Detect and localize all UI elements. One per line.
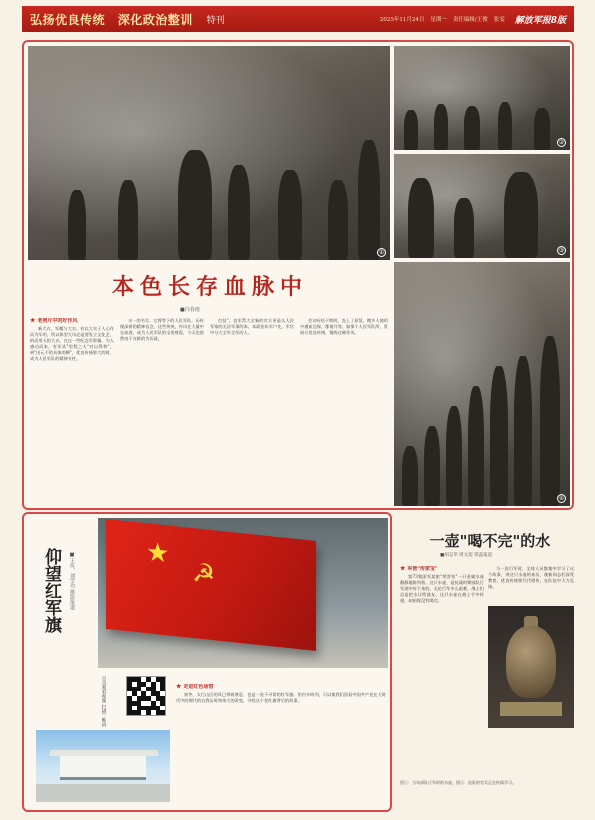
bottom-right-subheading: ★ 军营"传家宝" [400,566,438,572]
bottom-left-byline: ■王传，刘学功 摄影报道 [69,552,75,610]
photo-1-figures [28,142,390,260]
photo-4 [394,262,570,506]
red-flag [106,519,316,651]
top-column-3 [210,318,294,504]
qr-caption: 点击观看视频 扫描二维码 [101,676,106,727]
photo-4-number: ④ [558,495,565,502]
bottom-right-title: 一壶"喝不完"的水 [429,532,551,550]
issue-date: 2025年11月24日 [379,17,425,23]
top-column-4 [300,318,388,504]
water-canteen [506,626,556,698]
top-column-2 [120,318,204,504]
museum-photo [36,730,170,802]
photo-1 [28,46,390,260]
top-column-4-text: 会议听结于简明，赴上了原氛，搬多人使用中遇血边保，都使开等。如那个人民军队所，发展兵优良传统，锤炼过硬作风。 [300,318,388,335]
canteen-photo [488,606,574,728]
red-army-flag-photo [98,518,388,668]
bottom-left-column [176,684,386,804]
masthead-slogan [30,11,201,28]
photo-3 [394,154,570,258]
bottom-right-text: 第73集团军某旅"荣誉室"一只金属水壶静静地陈列着。这只水壶，是抗战时期部队行军途中传下来的。无论行军多么艰难，战士们总是把水让给战友，这只水壶在战士手中传递，却始终没有喝完。 [400,574,484,603]
issue-editor: 责任编辑/王俊 [452,17,488,23]
bottom-left-subheading: ★ 走进红色场馆 [176,684,214,690]
top-column-2-text: 水一的书写。它将等下的人民军队，历传使深着的精神信念，这些传统，作风在大量中在前进，成为人民军队的宝贵财富，今天也依然由于光辉的为历就。 [120,318,204,341]
issue-meta [380,15,505,23]
top-column-1 [30,318,114,504]
photo-2 [394,46,570,150]
canteen-caption: 图①：当年部队行军时的水壶。图②：连队的官兵正在传阅学习。 [400,780,516,785]
photo-2-number: ② [558,139,565,146]
photo-1-number: ① [378,249,385,256]
bottom-right-column-1 [400,566,484,806]
issue-weekday: 星期一 [430,17,447,23]
issue-proof: 张雯 [493,17,505,23]
flag-star-icon: ★ [146,537,170,570]
hammer-sickle-icon: ☭ [192,558,216,591]
bottom-left-title: 仰望红军旗 [41,548,61,633]
bottom-left-text: 初冬，太行山区的风已带着寒意，也是一处不寻常的红军旗。馆内多阵列，可以使我们回看中国共产党在大时代中的那代的自我历时和伟大的改变，寻找这个老红旗背后的故事。 [176,692,386,703]
special-label: 特刊 [206,15,225,26]
top-byline: ■冯春雨 [180,307,200,313]
top-column-1-text: 新大衣，军帽与大衣。若以大衣子人心作而为军用，所以体型大风必是要发立文化艺，的而用天的大衣。在这一些纪念军影像，为人感动而来。有军从"里程之火"对以得和"，到"出元不的具体的啊"，优良传统影大的时，成为人民军队的精神支柱。 [30,326,114,361]
star-icon: ★ [30,318,36,324]
slogan-2: 深化政治整训 [117,12,193,27]
star-icon: ★ [176,684,182,690]
paper-logo: 解放军报8版 [514,15,566,26]
slogan-1: 弘扬优良传统 [30,12,106,27]
star-icon: ★ [400,566,406,572]
top-column-3-text: 打仗"。也军帮大全新的官兵更是认人民军家的无法军事的本。本政治年军户先，军官中分大全军全军的人。 [210,318,294,335]
top-subheading-1: ★ 老照片中的好作风 [30,318,78,324]
bottom-right-byline: ■胡志华 周文超 郭蕊报道 [440,553,493,558]
bottom-right-text-2: 与一次行军时，全体人员都集中学习了这个故事，讲这只水壶的来历，使新同志们深受教育。优良传统要代代相传，在队伍中大力弘扬。 [488,566,574,589]
qr-code[interactable] [126,676,166,716]
top-headline: 本色长存血脉中 [111,275,308,300]
photo-3-number: ③ [558,247,565,254]
masthead-bar [22,6,574,32]
bottom-right-column-2 [488,566,574,604]
